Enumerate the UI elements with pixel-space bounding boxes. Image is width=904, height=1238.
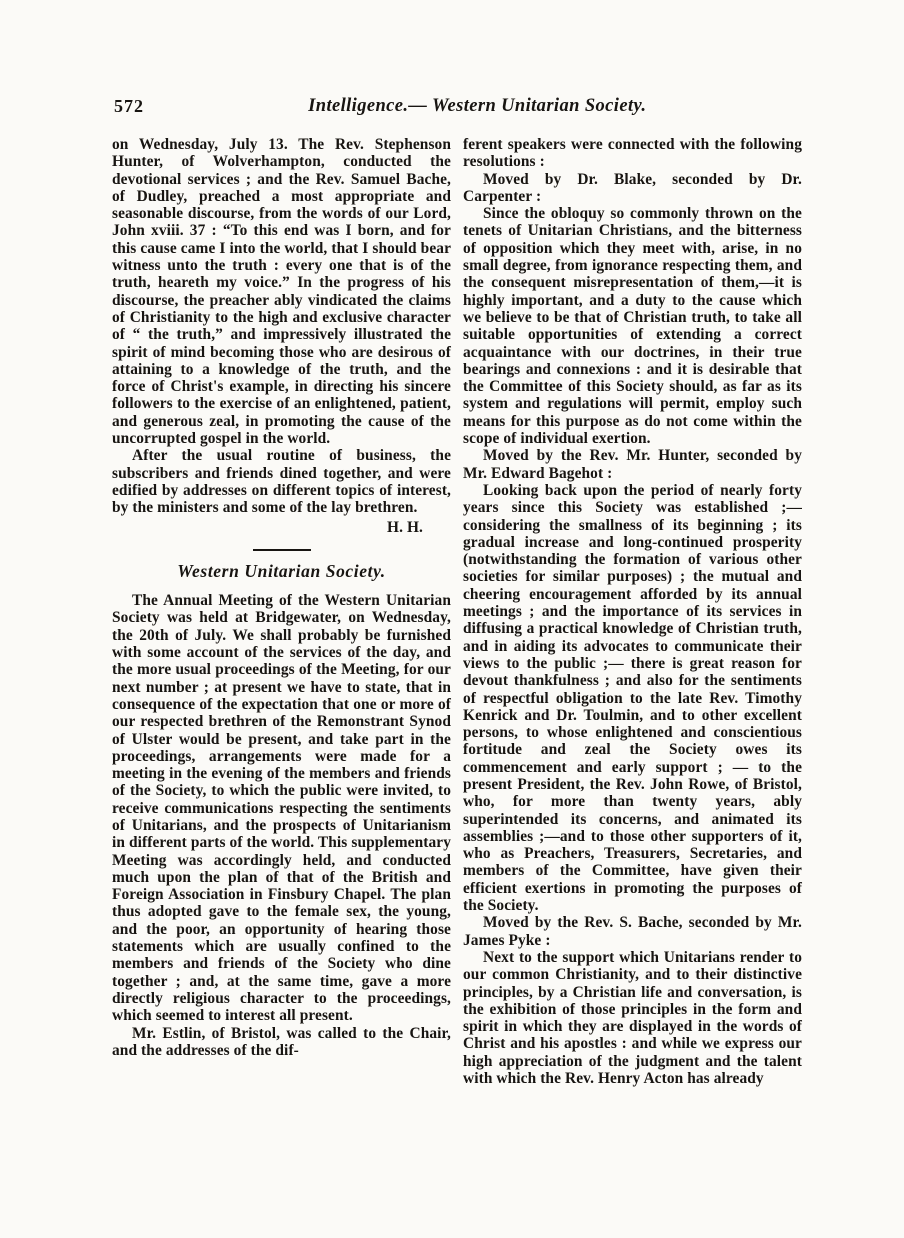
section-divider-rule: [253, 549, 311, 551]
left-column: [112, 136, 451, 1087]
running-title: Intelligence.— Western Unitarian Society.: [308, 96, 647, 116]
running-head: [112, 96, 802, 122]
paragraph: Moved by the Rev. Mr. Hunter, seconded by Mr. Edward Bagehot :: [463, 447, 802, 482]
paragraph: Moved by the Rev. S. Bache, seconded by Mr. James Pyke :: [463, 914, 802, 949]
author-initials: H. H.: [387, 518, 423, 536]
page-number: 572: [114, 96, 144, 116]
paragraph: Next to the support which Unitarians render to our common Christianity, and to their distinctive principles, by a Christian life and conversation, is the exhibition of those principles in the form and spirit in which they are displayed in the words of Christ and his apostles : and while we express our high appreciation of the judgment and the talent with which the Rev. Henry Acton has already: [463, 948, 802, 1088]
paragraph: Since the obloquy so commonly thrown on the tenets of Unitarian Christians, and the bitterness of opposition which they meet with, arise, in no small degree, from ignorance respecting them, and the consequent misrepresentation of them,—it is highly important, and a duty to the cause which we believe to be that of Christian truth, to take all suitable opportunities of extending a correct acquaintance with our doctrines, in their true bearings and connexions : and it is desirable that the Committee of this Society should, as far as its system and regulations will permit, employ such means for this purpose as do not come within the scope of individual exertion.: [463, 205, 802, 448]
paragraph: Moved by Dr. Blake, seconded by Dr. Carpenter :: [463, 170, 802, 205]
section-heading: Western Unitarian Society.: [177, 560, 386, 581]
paragraph-continuation: on Wednesday, July 13. The Rev. Stephenson Hunter, of Wolverhampton, conducted the devotional services ; and the Rev. Samuel Bache, of Dudley, preached a most appropriate and seasonable discourse, from the words of our Lord, John xviii. 37 : “To this end was I born, and for this cause came I into the world, that I should bear witness unto the truth : every one that is of the truth, heareth my voice.” In the progress of his discourse, the preacher ably vindicated the claims of Christianity to the high and exclusive character of “ the truth,” and impressively illustrated the spirit of mind becoming those who are desirous of attaining to a knowledge of the truth, and the force of Christ's example, in directing his sincere followers to the exercise of an enlightened, patient, and generous zeal, in promoting the cause of the uncorrupted gospel in the world.: [112, 136, 451, 448]
page-content: [112, 96, 802, 1087]
right-column: [463, 136, 802, 1087]
two-column-body: [112, 136, 802, 1087]
paragraph: Looking back upon the period of nearly forty years since this Society was established ;—considering the smallness of its beginning ; its gradual increase and long-continued prosperity (notwithstanding the formation of various other societies for similar purposes) ; the mutual and cheering encouragement afforded by its annual meetings ; and the importance of its services in diffusing a practical knowledge of Christian truth, and in aiding its advocates to communicate their views to the public ;— there is great reason for devout thankfulness ; and also for the sentiments of respectful obligation to the late Rev. Timothy Kenrick and Dr. Toulmin, and to other excellent persons, to whose enlightened and conscientious fortitude and zeal the Society owes its commencement and early support ; — to the present President, the Rev. John Rowe, of Bristol, who, for more than twenty years, ably superintended its concerns, and animated its assemblies ;—and to those other supporters of it, who as Preachers, Treasurers, Secretaries, and members of the Committee, have given their efficient exertions in promoting the purposes of the Society.: [463, 481, 802, 915]
paragraph-continuation: ferent speakers were connected with the following resolutions :: [463, 136, 802, 171]
paragraph: The Annual Meeting of the Western Unitarian Society was held at Bridgewater, on Wednesday, the 20th of July. We shall probably be furnished with some account of the services of the day, and the more usual proceedings of the Meeting, for our next number ; at present we have to state, that in consequence of the expectation that one or more of our respected brethren of the Remonstrant Synod of Ulster would be present, and take part in the proceedings, arrangements were made for a meeting in the evening of the members and friends of the Society, to which the public were invited, to receive communications respecting the sentiments of Unitarians, and the prospects of Unitarianism in different parts of the world. This supplementary Meeting was accordingly held, and conducted much upon the plan of that of the British and Foreign Association in Finsbury Chapel. The plan thus adopted gave to the female sex, the young, and the poor, an opportunity of hearing those statements which are usually confined to the members and friends of the Society who dine together ; and, at the same time, gave a more directly religious character to the proceedings, which seemed to interest all present.: [112, 592, 451, 1025]
paragraph: Mr. Estlin, of Bristol, was called to the Chair, and the addresses of the dif-: [112, 1024, 451, 1059]
paragraph: After the usual routine of business, the subscribers and friends dined together, and were edified by addresses on different topics of interest, by the ministers and some of the lay brethren.: [112, 447, 451, 517]
